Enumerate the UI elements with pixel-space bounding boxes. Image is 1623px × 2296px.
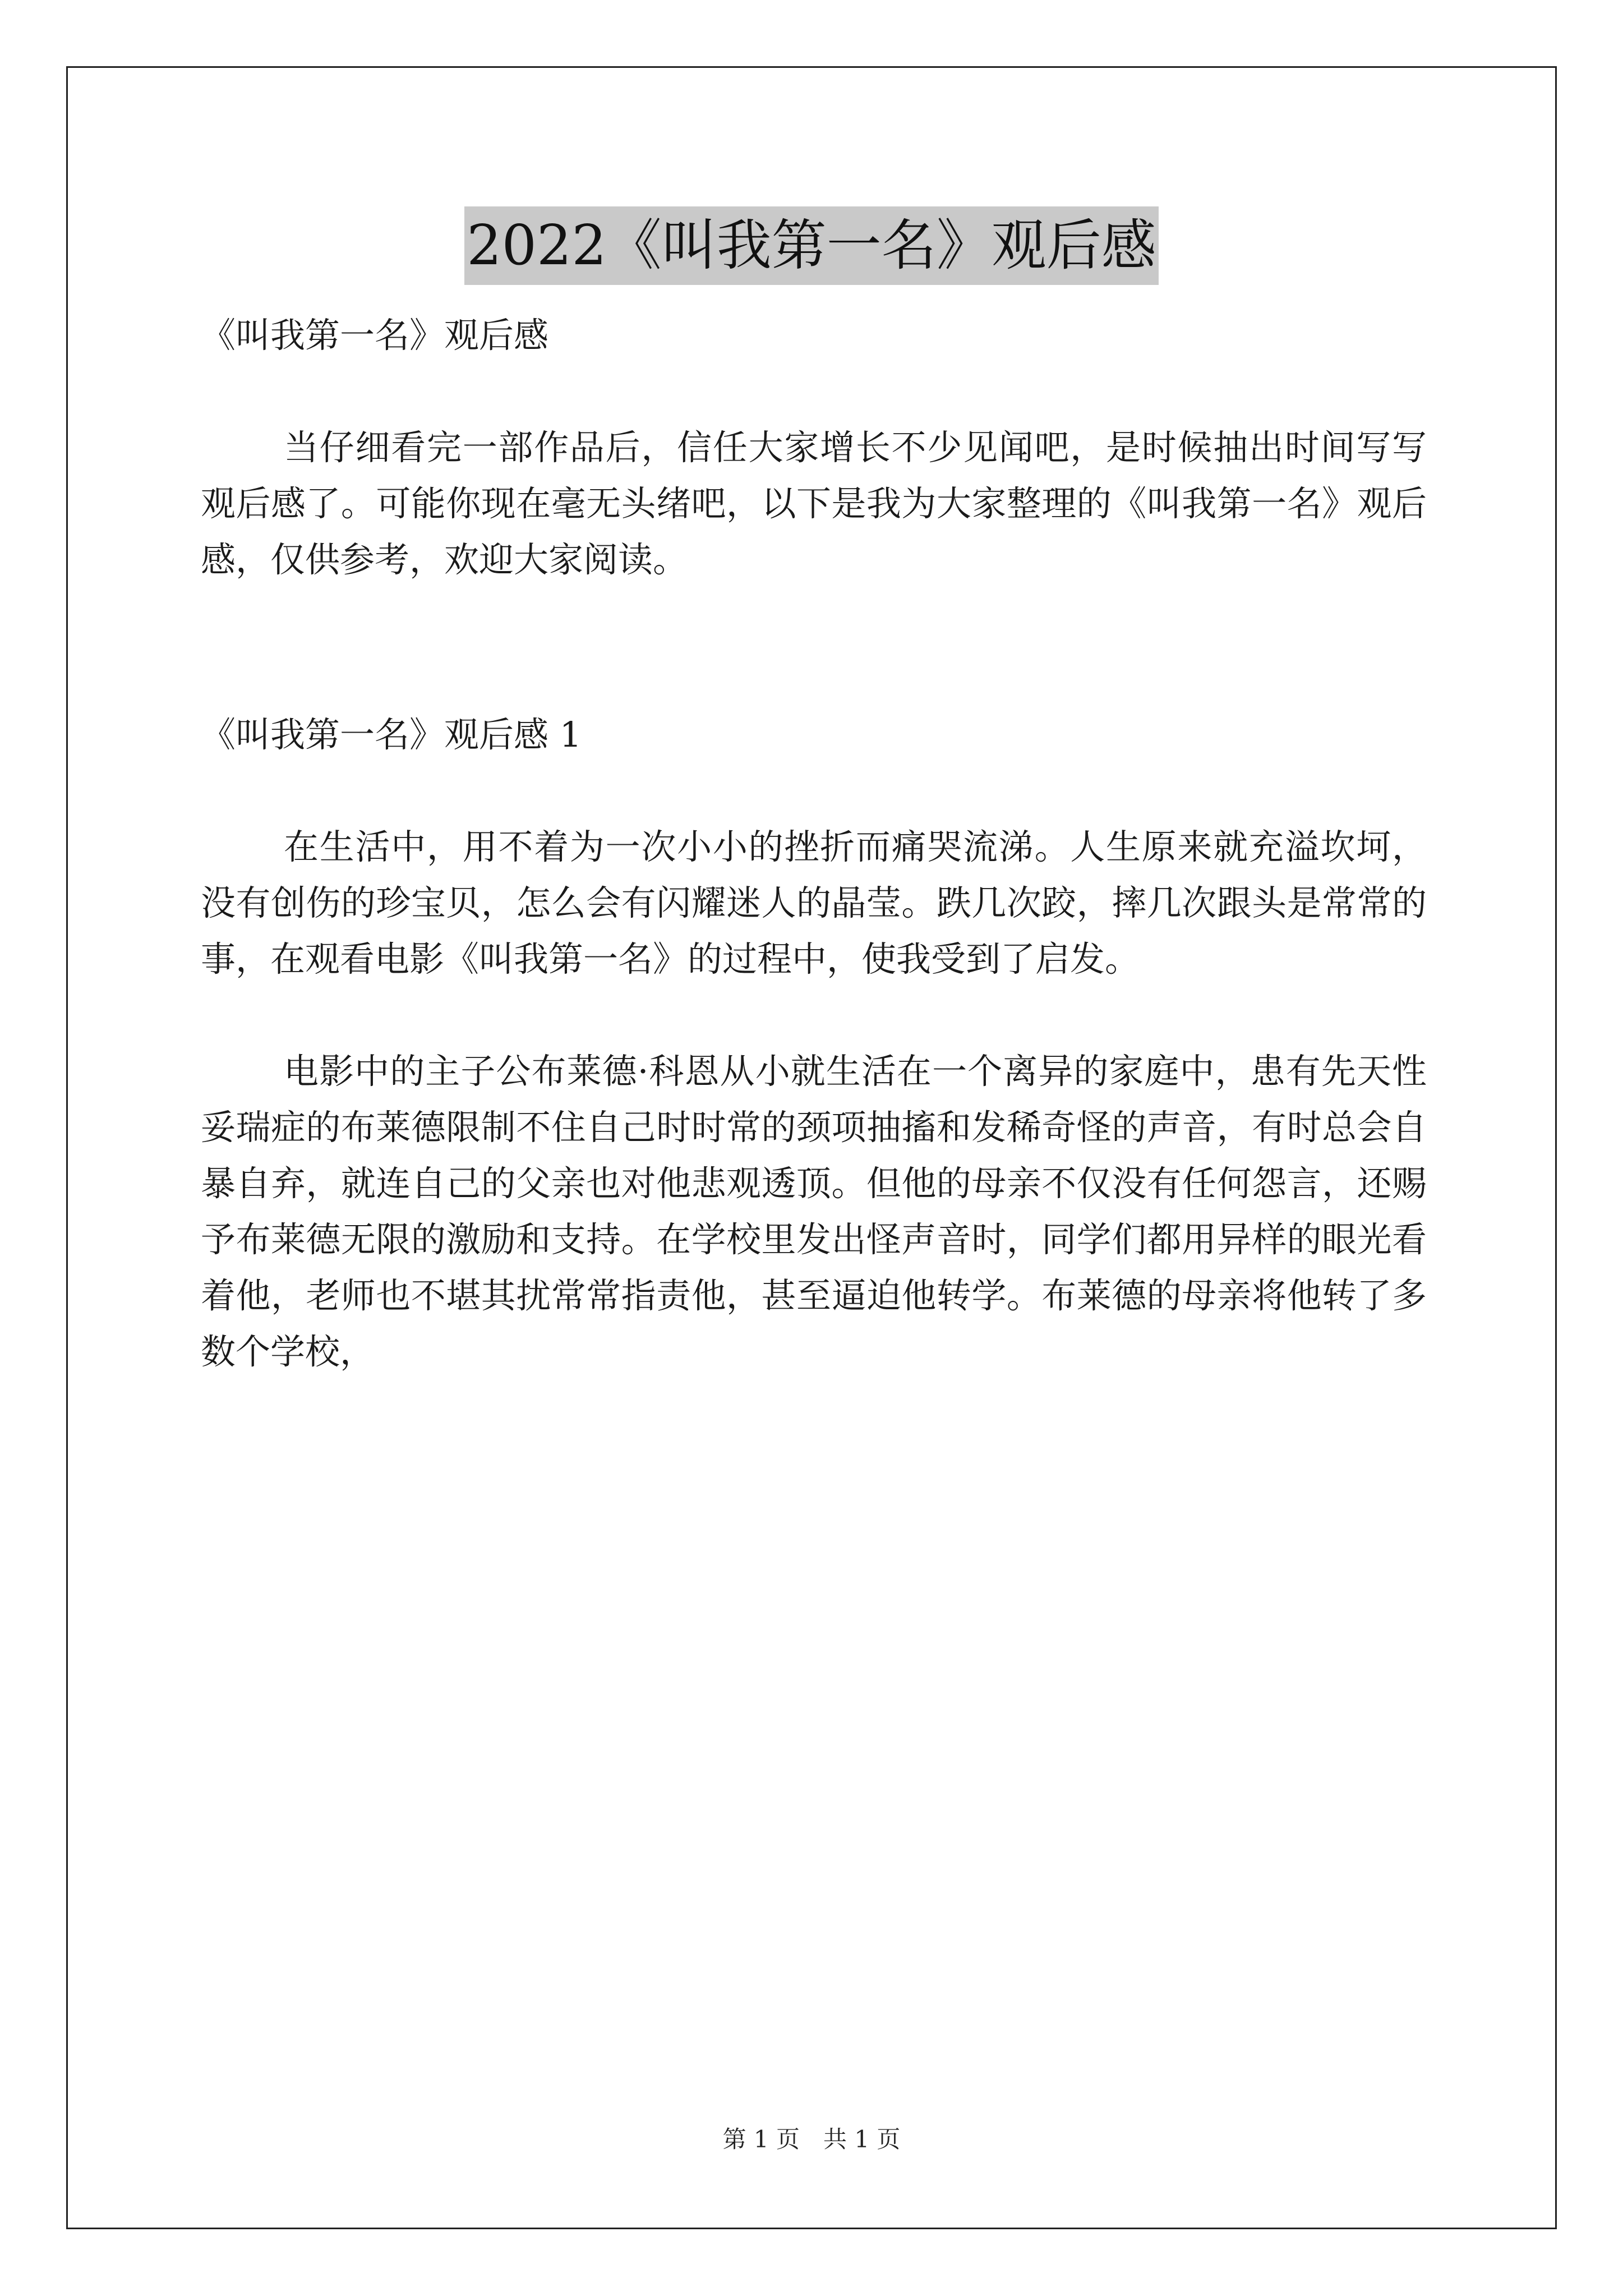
title-container bbox=[0, 206, 1623, 285]
section-1-paragraph-1: 在生活中，用不着为一次小小的挫折而痛哭流涕。人生原来就充溢坎坷，没有创伤的珍宝贝，怎么会有闪耀迷人的晶莹。跌几次跤，摔几次跟头是常常的事，在观看电影《叫我第一名》的过程中，使我受到了启发。 bbox=[201, 826, 1427, 979]
document-title: 2022《叫我第一名》观后感 bbox=[464, 206, 1158, 285]
section-1-heading: 《叫我第一名》观后感 1 bbox=[201, 714, 582, 755]
intro-heading: 《叫我第一名》观后感 bbox=[201, 315, 549, 356]
page-footer: 第 1 页 共 1 页 bbox=[722, 2125, 901, 2153]
section-1-paragraph-2: 电影中的主子公布莱德·科恩从小就生活在一个离异的家庭中，患有先天性妥瑞症的布莱德限制不住自己时时常的颈项抽搐和发稀奇怪的声音，有时总会自暴自弃，就连自己的父亲也对他悲观透顶。但他的母亲不仅没有任何怨言，还赐予布莱德无限的激励和支持。在学校里发出怪声音时，同学们都用异样的眼光看着他，老师也不堪其扰常常指责他，甚至逼迫他转学。布莱德的母亲将他转了多数个学校， bbox=[201, 1051, 1427, 1372]
intro-paragraph: 当仔细看完一部作品后，信任大家增长不少见闻吧，是时候抽出时间写写观后感了。可能你现在毫无头绪吧，以下是我为大家整理的《叫我第一名》观后感，仅供参考，欢迎大家阅读。 bbox=[201, 427, 1427, 580]
document-body bbox=[201, 307, 1427, 1380]
